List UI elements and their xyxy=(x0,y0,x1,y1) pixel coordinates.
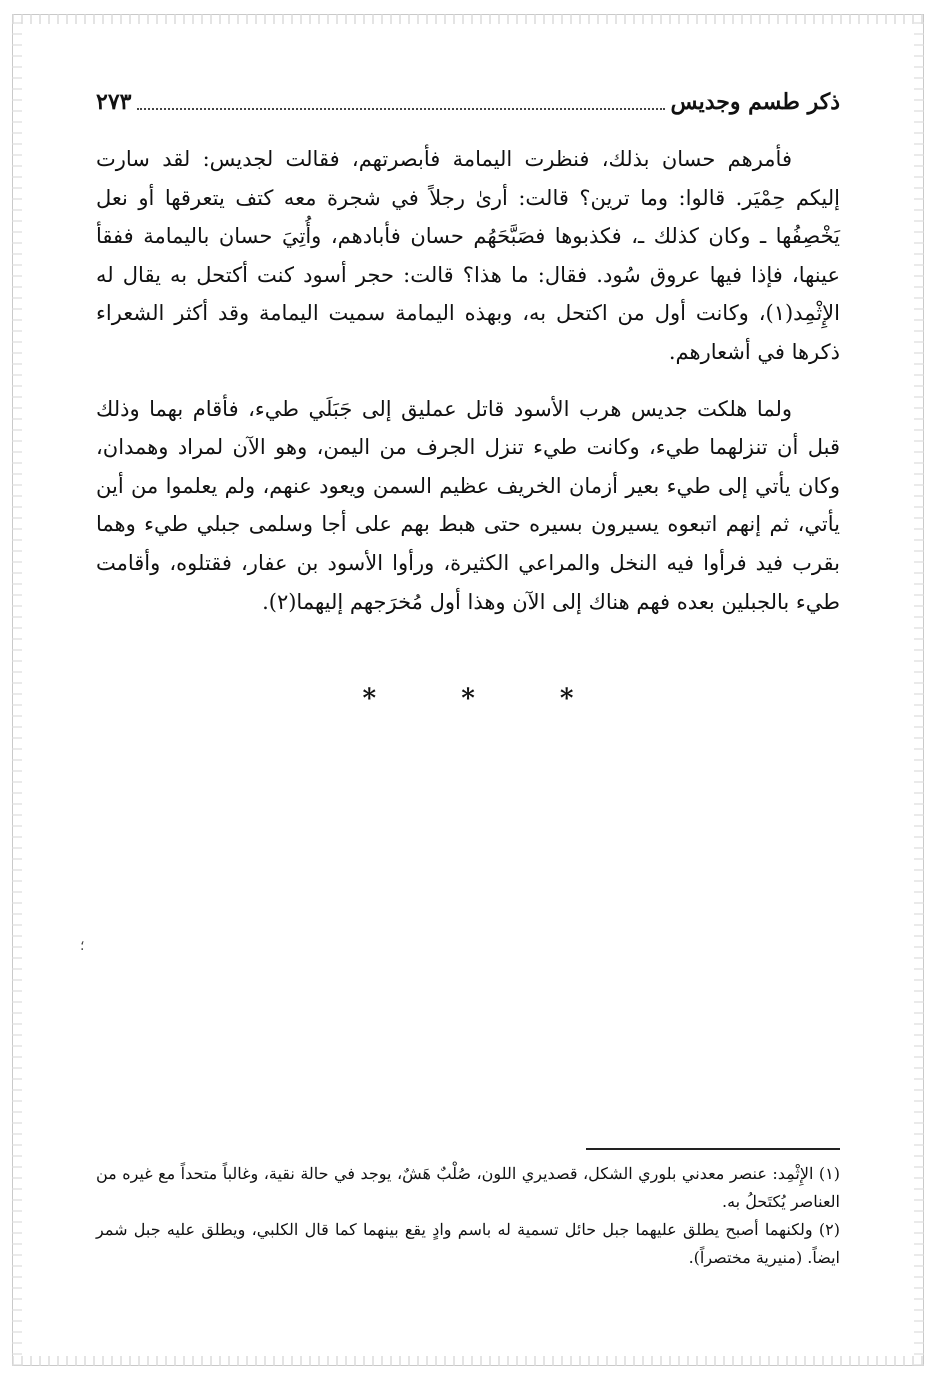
page-border-bottom-ornament xyxy=(12,1356,924,1366)
page-border-top-ornament xyxy=(12,14,924,24)
header-leader-dots xyxy=(137,94,664,110)
footnote: (٢) ولكنهما أصبح يطلق عليهما جبل حائل تسمية له باسم وادٍ يقع بينهما كما قال الكلبي، ويطلق عليه جبل شمر ايضاً. (منيرية مختصراً). xyxy=(96,1220,841,1267)
running-title: ذكر طسم وجديس xyxy=(670,89,840,115)
footnote: (١) الإِثْمِد: عنصر معدني بلوري الشكل، قصديري اللون، صُلْبٌ هَشٌ، يوجد في حالة نقية، وغالباً متحداً مع غيره من العناصر يُكتَحلُ به. xyxy=(96,1164,840,1211)
footnotes xyxy=(96,1160,840,1272)
page-border-right-ornament xyxy=(914,14,924,1366)
separator-star: * xyxy=(362,684,377,714)
running-header xyxy=(96,86,840,118)
page-border-left-ornament xyxy=(12,14,22,1366)
section-separator xyxy=(96,684,840,714)
margin-mark: ؛ xyxy=(80,938,85,954)
main-text xyxy=(96,140,840,621)
footnote-rule xyxy=(586,1148,840,1150)
separator-star: * xyxy=(461,684,475,714)
page-number: ٢٧٣ xyxy=(96,89,132,115)
separator-star: * xyxy=(559,684,574,714)
paragraph: فأمرهم حسان بذلك، فنظرت اليمامة فأبصرتهم، فقالت لجديس: لقد سارت إليكم حِمْيَر. قالوا: وما ترين؟ قالت: أرىٰ رجلاً في شجرة معه كتف يتعرقها أو نعل يَخْصِفُها ـ وكان كذلك ـ، فكذبوها فصَبَّحَهُم حسان فأبادهم، وأُتِيَ حسان باليمامة ففقأ عينها، فإذا فيها عروق سُود. فقال: ما هذا؟ قالت: حجر أسود كنت أكتحل به يقال له الإِثْمِد(١)، وكانت أول من اكتحل به، وبهذه اليمامة سميت اليمامة وقد أكثر الشعراء ذكرها في أشعارهم. xyxy=(96,147,840,364)
paragraph: ولما هلكت جديس هرب الأسود قاتل عمليق إلى جَبَلَي طيء، فأقام بهما وذلك قبل أن تنزلهما طيء، وكانت طيء تنزل الجرف من اليمن، وهو الآن لمراد وهمدان، وكان يأتي إلى طيء بعير أزمان الخريف عظيم السمن ويعود عنهم، ولم يعلموا من أين يأتي، ثم إنهم اتبعوه يسيرون بسيره حتى هبط بهم على أجا وسلمى جبلي طيء وهما بقرب فيد فرأوا فيه النخل والمراعي الكثيرة، ورأوا الأسود بن عفار، فقتلوه، وأقامت طيء بالجبلين بعده فهم هناك إلى الآن وهذا أول مُخرَجهم إليهما(٢). xyxy=(96,396,840,614)
